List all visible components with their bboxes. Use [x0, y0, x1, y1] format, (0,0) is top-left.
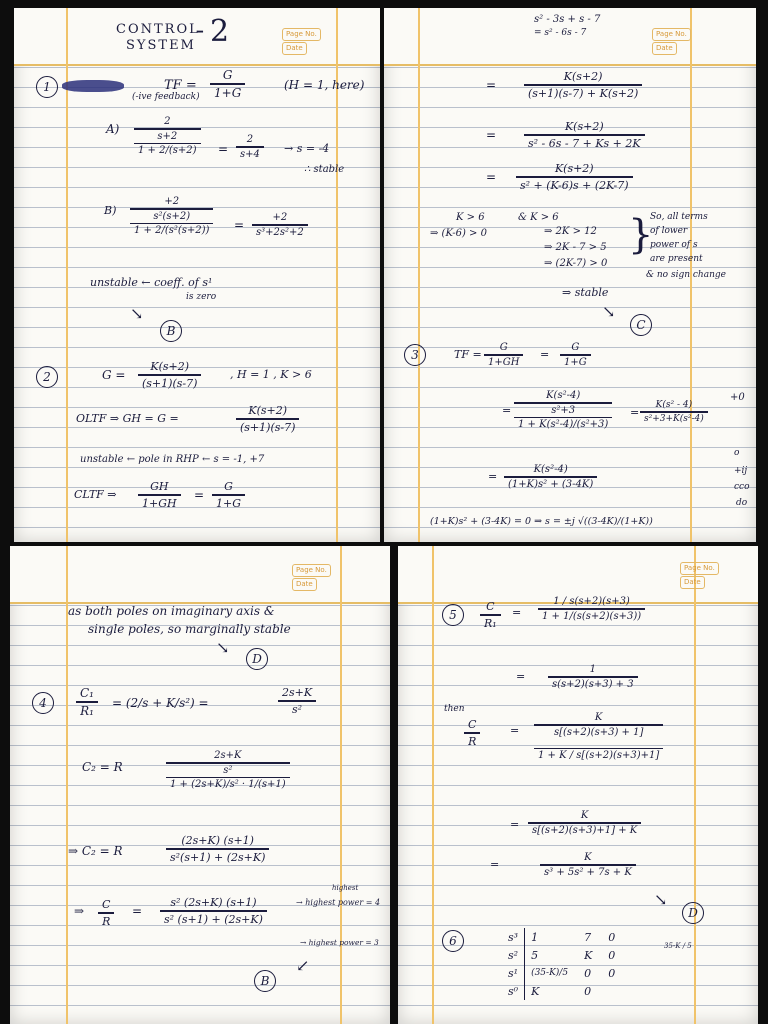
q3-line4: (1+K)s² + (3-4K) = 0 ⇒ s = ±j √((3-4K)/(1+K)) [430, 516, 653, 527]
question-number-4: 4 [32, 692, 54, 714]
q4-l2-inner-den: s² [223, 764, 233, 776]
q3-f1 [484, 342, 523, 368]
header-note-line2: = s² - 6s - 7 [534, 28, 587, 38]
page-no-tag: Page No. [282, 28, 321, 41]
q4-l2-den: 1 + (2s+K)/s² · 1/(s+1) [170, 778, 286, 790]
arrow-glyph: ↘ [130, 304, 144, 323]
q3-l2-rhs-den: s²+3+K(s²-4) [644, 413, 704, 424]
routh-cell: 1 [531, 930, 539, 944]
q3-l2-inner-den: s²+3 [551, 404, 576, 416]
scribbled-out-word [62, 80, 124, 92]
margin-line-left [432, 546, 434, 1024]
q1-brace-note4: are present [650, 254, 703, 264]
routh-cell: 0 [608, 966, 616, 980]
date-tag: Date [292, 578, 317, 591]
arrow-glyph: ↘ [602, 302, 616, 321]
notebook-page-top-left [14, 8, 380, 542]
fraction-bar [464, 732, 480, 734]
fraction-bar [534, 748, 663, 749]
q3-line2-lhs [514, 390, 612, 430]
q1-cont-line1 [524, 70, 642, 100]
equals-sign: = [510, 724, 520, 737]
q3-f2 [560, 342, 591, 368]
q4-l1-lhs-den: R₁ [80, 703, 94, 718]
equals-sign: = [490, 858, 500, 871]
q1-cont-l2-num: K(s+2) [564, 120, 604, 133]
q3-l2-rhs-num: K(s² - 4) [655, 400, 693, 410]
q4-highest-label: highest [332, 884, 359, 892]
q1-b-note2: is zero [186, 292, 217, 302]
q3-f2-num: G [571, 342, 580, 353]
routh-cell [602, 982, 625, 1000]
equals-sign: = [132, 904, 143, 918]
q1-cond-left2: ⇒ (K-6) > 0 [430, 228, 487, 239]
page-title-number: 2 [210, 14, 230, 49]
q5-l3-den: 1 + K / s[(s+2)(s+3)+1] [538, 749, 660, 761]
routh-cell: 7 [584, 930, 592, 944]
q1-cont-l3-den: s² + (K-6)s + (2K-7) [520, 178, 629, 192]
q1-feedback-note: (-ive feedback) [132, 92, 200, 102]
equals-sign: = [630, 406, 640, 419]
fraction-bar [130, 208, 213, 210]
q2-oltf-fraction [236, 404, 299, 434]
q4-l2-inner-num: 2s+K [214, 750, 242, 761]
fraction-bar [166, 762, 290, 764]
fraction-bar [514, 417, 612, 418]
fraction-bar [138, 494, 181, 496]
routh-cell: 0 [584, 984, 592, 998]
routh-row-label: s¹ [502, 964, 525, 982]
q3-line3 [504, 464, 597, 490]
q3-line2-rhs [640, 400, 708, 424]
q5-then: then [444, 704, 465, 714]
q5-l4-den: s[(s+2)(s+3)+1] + K [532, 824, 638, 836]
q1-cond-left1: K > 6 [456, 212, 485, 223]
q2-unstable-note: unstable ← pole in RHP ← s = -1, +7 [80, 454, 265, 465]
q5-l3-inner-num: K [594, 712, 603, 723]
fraction-bar [134, 128, 201, 130]
question-number-1: 1 [36, 76, 58, 98]
q2-g-label: G = [102, 368, 126, 382]
arrow-glyph: ↘ [216, 638, 230, 657]
q3-f1-den: 1+GH [488, 356, 520, 368]
fraction-bar [538, 608, 645, 610]
fraction-bar [534, 724, 663, 726]
equals-sign: = [486, 170, 497, 184]
fraction-bar [524, 84, 642, 86]
q1-tf-fraction [210, 68, 245, 100]
fraction-bar [160, 910, 267, 912]
q5-l1-inner: 1 / s(s+2)(s+3) [553, 596, 630, 607]
q2-cltf-num2: G [224, 480, 233, 493]
fraction-bar [524, 134, 645, 136]
q5-l3-lhs-den: R [468, 734, 477, 748]
q3-tf-label: TF = [454, 348, 482, 361]
q4-l4-den: s² (s+1) + (2s+K) [164, 912, 263, 926]
equals-sign: = [540, 348, 550, 361]
equals-sign: = [234, 218, 245, 232]
q4-l3-lhs: ⇒ C₂ = R [68, 844, 123, 858]
q1-b-lhs-fraction [130, 196, 213, 236]
q3-l3-den: (1+K)s² + (3-4K) [508, 478, 594, 490]
q1-a-inner-num: 2 [164, 116, 171, 127]
q5-l2-den: s(s+2)(s+3) + 3 [552, 678, 634, 690]
q1-tf-den: 1+G [214, 85, 242, 100]
q2-g-den: (s+1)(s-7) [142, 376, 198, 390]
q1-a-pole: → s = -4 [284, 142, 330, 155]
equals-sign: = [512, 606, 522, 619]
q5-l2 [548, 664, 638, 690]
fraction-bar [134, 143, 201, 144]
fraction-bar [548, 676, 638, 678]
fraction-bar [252, 224, 308, 226]
q5-l3-lhs [464, 718, 480, 748]
page-header-rule [14, 64, 380, 66]
q1-answer-b: B [160, 320, 182, 342]
routh-cell: 5 [531, 948, 539, 962]
q1-a-stable: ∴ stable [304, 164, 345, 175]
equals-sign: = [194, 488, 205, 502]
fraction-bar [480, 614, 501, 616]
fraction-bar [516, 176, 633, 178]
q1-b-num-bot: s²(s+2) [153, 210, 191, 222]
page-no-tag: Page No. [680, 562, 719, 575]
q1-b-rhs-den: s³+2s²+2 [256, 226, 304, 238]
q3-answer-d: D [246, 648, 268, 670]
q4-note-low: → highest power = 3 [300, 938, 379, 947]
q4-l1-rhs-den: s² [292, 702, 303, 716]
q1-b-rhs-num: +2 [272, 212, 288, 223]
notebook-page-bottom-right [398, 546, 758, 1024]
routh-cell: 0 [608, 930, 616, 944]
fraction-bar [540, 864, 636, 866]
q5-l4-num: K [580, 810, 589, 821]
q5-l1 [538, 596, 645, 622]
q2-cltf-label: CLTF ⇒ [74, 488, 117, 501]
header-note-line1: s² - 3s + s - 7 [534, 14, 601, 25]
q1-b-rhs-fraction [252, 212, 308, 238]
q1-part-b-label: B) [104, 204, 117, 217]
equals-sign: = [218, 142, 229, 156]
q3-l3-num: K(s²-4) [533, 464, 568, 475]
q2-oltf-num: K(s+2) [248, 404, 288, 417]
q4-l1-rhs [278, 686, 316, 716]
q5-l5-den: s³ + 5s² + 7s + K [544, 866, 632, 878]
routh-cell: (35-K)/5 [531, 968, 569, 978]
q4-l4-lhs-num: C [102, 898, 111, 911]
q3-f2-den: 1+G [564, 356, 587, 368]
q1-cont-l2-den: s² - 6s - 7 + Ks + 2K [528, 136, 641, 150]
fraction-bar [130, 223, 213, 224]
q4-answer-b: B [254, 970, 276, 992]
q4-l4-num: s² (2s+K) (s+1) [170, 896, 257, 909]
q2-cltf-den1: 1+GH [142, 496, 177, 510]
equals-sign: = [502, 404, 512, 417]
q1-cond-right2: ⇒ 2K > 12 [544, 226, 597, 237]
fraction-bar [560, 354, 591, 356]
page-title-line1: CONTROL [116, 22, 200, 37]
q3-l2-inner-num: K(s²-4) [546, 390, 581, 401]
q2-cltf-num1: GH [150, 480, 169, 493]
fraction-bar [76, 701, 98, 703]
q1-tf-num: G [222, 68, 233, 82]
routh-cell: 0 [584, 966, 592, 980]
routh-cell: 0 [608, 948, 616, 962]
routh-row-label: s³ [502, 928, 525, 946]
date-tag: Date [282, 42, 307, 55]
implies-glyph: ⇒ [74, 904, 85, 918]
q1-cont-line2 [524, 120, 645, 150]
q1-brace-note1: So, all terms [650, 212, 708, 222]
arrow-glyph: ↙ [296, 956, 310, 975]
routh-row-label: s² [502, 946, 525, 964]
routh-cell: K [584, 948, 593, 962]
fraction-bar [484, 354, 523, 356]
date-tag: Date [680, 576, 705, 589]
q1-cond-right3: ⇒ 2K - 7 > 5 [544, 242, 607, 253]
q1-a-inner-den: s+2 [157, 130, 178, 142]
q3-f1-num: G [499, 342, 508, 353]
equals-sign: = [488, 470, 498, 483]
fraction-bar [210, 83, 245, 85]
q5-l1-den: 1 + 1/(s(s+2)(s+3)) [542, 610, 642, 622]
q1-a-rhs-den: s+4 [240, 148, 260, 160]
fraction-bar [504, 476, 597, 478]
question-number-3: 3 [404, 344, 426, 366]
margin-line-left [418, 8, 420, 542]
q1-brace-note3: power of s [650, 240, 698, 250]
fraction-bar [236, 146, 264, 148]
q1-a-rhs-num: 2 [246, 134, 254, 145]
q1-b-note: unstable ← coeff. of s¹ [90, 276, 213, 289]
q3-side-note-3: +ij [734, 466, 748, 476]
q1-a-den-expr: 1 + 2/(s+2) [138, 144, 197, 156]
equals-sign: = [516, 670, 526, 683]
table-row [502, 928, 625, 946]
q2-cltf-den2: 1+G [216, 496, 242, 510]
q1-answer-c: C [630, 314, 652, 336]
q1-cond-right1: & K > 6 [518, 212, 559, 223]
q1-b-den-expr: 1 + 2/(s²(s+2)) [134, 224, 210, 236]
margin-line-right [340, 546, 342, 1024]
fraction-bar [278, 700, 316, 702]
q4-l2-rhs [166, 750, 290, 790]
brace-glyph: } [628, 212, 654, 258]
q2-cltf-fraction-2 [212, 480, 245, 510]
page-no-tag: Page No. [652, 28, 691, 41]
fraction-bar [236, 418, 299, 420]
fraction-bar [138, 374, 201, 376]
q1-h-note: (H = 1, here) [284, 78, 365, 92]
q4-l2-lhs: C₂ = R [82, 760, 123, 774]
q4-l3-num: (2s+K) (s+1) [181, 834, 254, 847]
q5-lhs [480, 600, 501, 630]
q3-side-note-2: o [734, 448, 740, 458]
q1-tf-label: TF = [164, 78, 197, 93]
notebook-page-bottom-left [10, 546, 390, 1024]
q3-side-note-5: do [736, 498, 748, 508]
q5-l5 [540, 852, 636, 878]
q5-lhs-num: C [486, 600, 495, 613]
q4-l3-rhs [166, 834, 269, 864]
table-row [502, 982, 625, 1000]
page-title-dash: - [196, 16, 205, 44]
fraction-bar [640, 411, 708, 413]
table-row [502, 964, 625, 982]
q4-l1-mid: = (2/s + K/s²) = [112, 696, 209, 710]
arrow-glyph: ↘ [654, 890, 668, 909]
q5-l2-num: 1 [589, 664, 596, 675]
q2-g-fraction [138, 360, 201, 390]
q2-oltf-den: (s+1)(s-7) [240, 420, 296, 434]
q6-side-note: 35-K / 5 [664, 942, 692, 950]
q1-brace-note2: of lower [650, 226, 688, 236]
q4-l4-lhs [98, 898, 114, 928]
q5-answer-d: D [682, 902, 704, 924]
q4-l1-rhs-num: 2s+K [282, 686, 313, 699]
q3-side-note-1: +0 [730, 392, 745, 403]
q4-l4-rhs [160, 896, 267, 926]
page-no-tag: Page No. [292, 564, 331, 577]
fraction-bar [528, 822, 641, 824]
q1-brace-note5: & no sign change [646, 270, 726, 280]
equals-sign: = [486, 128, 497, 142]
q2-oltf-label: OLTF ⇒ GH = G = [76, 412, 179, 425]
routh-row-label: s⁰ [502, 982, 525, 1000]
q1-a-rhs-fraction [236, 134, 264, 160]
q2-g-num: K(s+2) [150, 360, 190, 373]
page-title-line2: SYSTEM [126, 38, 196, 53]
q1-cont-l3-num: K(s+2) [554, 162, 594, 175]
q1-cont-l1-den: (s+1)(s-7) + K(s+2) [528, 86, 639, 100]
fraction-bar [212, 494, 245, 496]
q3-conclusion-line2: single poles, so marginally stable [88, 622, 291, 636]
q5-l3-lhs-num: C [468, 718, 477, 731]
fraction-bar [166, 777, 290, 778]
q4-l1-lhs-num: C₁ [80, 686, 94, 700]
q2-conditions: , H = 1 , K > 6 [230, 368, 312, 381]
q5-l3 [534, 712, 663, 761]
q1-cond-right4: ⇒ (2K-7) > 0 [544, 258, 608, 269]
routh-table [502, 928, 625, 1000]
table-row [502, 946, 625, 964]
q4-note-high: → highest power = 4 [296, 898, 381, 907]
routh-cell: K [531, 984, 540, 998]
q3-side-note-4: cco [734, 482, 750, 492]
equals-sign: = [486, 78, 497, 92]
q1-stable: ⇒ stable [562, 286, 609, 299]
q4-l1-lhs [76, 686, 98, 718]
q2-cltf-fraction-1 [138, 480, 181, 510]
q5-l4 [528, 810, 641, 836]
q4-l3-den: s²(s+1) + (2s+K) [170, 850, 266, 864]
page-header-rule [384, 64, 756, 66]
fraction-bar [98, 912, 114, 914]
q5-lhs-den: R₁ [484, 616, 497, 630]
question-number-5: 5 [442, 604, 464, 626]
q1-cont-l1-num: K(s+2) [563, 70, 603, 83]
q1-a-lhs-fraction [134, 116, 201, 156]
q1-b-num-top: +2 [164, 196, 180, 207]
fraction-bar [166, 848, 269, 850]
notebook-page-top-right [384, 8, 756, 542]
q3-conclusion-line1: as both poles on imaginary axis & [68, 604, 275, 618]
equals-sign: = [510, 818, 520, 831]
date-tag: Date [652, 42, 677, 55]
q4-l4-lhs-den: R [102, 914, 111, 928]
question-number-6: 6 [442, 930, 464, 952]
fraction-bar [514, 402, 612, 404]
q1-part-a-label: A) [106, 122, 120, 136]
question-number-2: 2 [36, 366, 58, 388]
q3-l2-den: 1 + K(s²-4)/(s²+3) [518, 418, 609, 430]
q5-l3-inner-den: s[(s+2)(s+3) + 1] [553, 726, 644, 738]
q5-l5-num: K [584, 852, 592, 863]
q1-cont-line3 [516, 162, 633, 192]
margin-line-right [694, 546, 696, 1024]
